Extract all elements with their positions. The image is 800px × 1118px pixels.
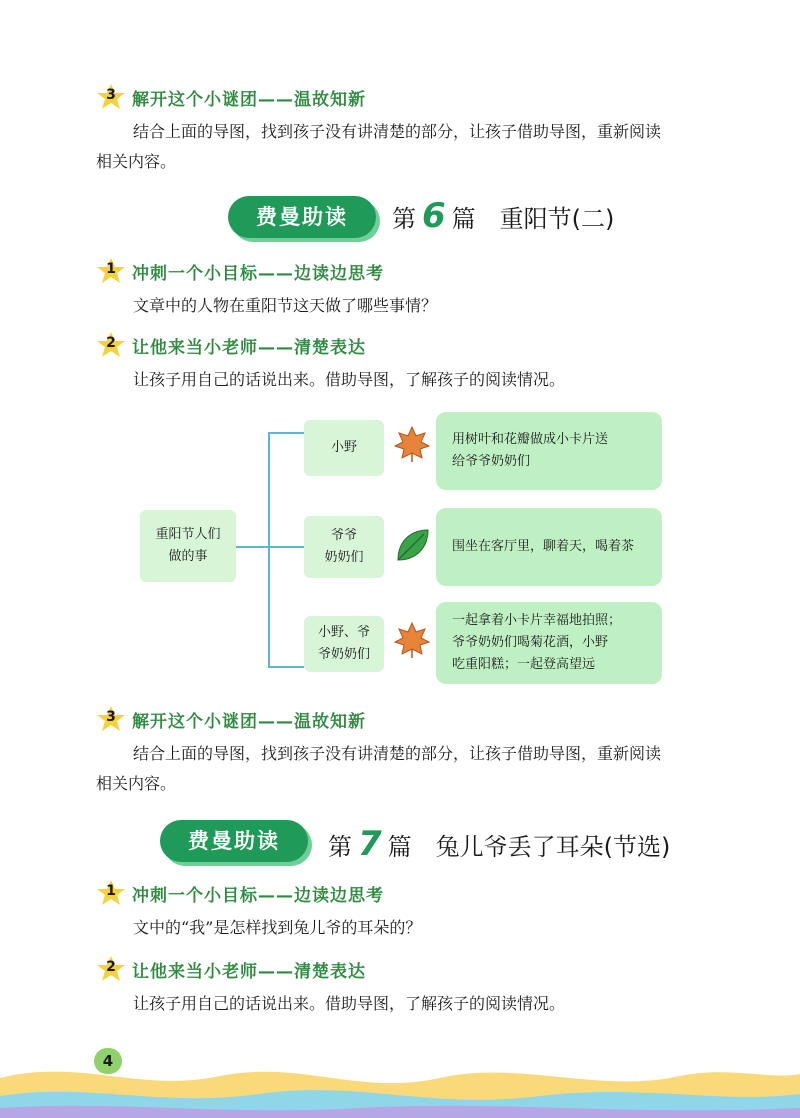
chapter-title: 第 6 篇 重阳节(二): [392, 196, 615, 236]
connector-line: [268, 432, 304, 434]
decorative-wave-footer: [0, 1038, 800, 1118]
step-title: 冲刺一个小目标——边读边思考: [132, 885, 384, 906]
mindmap-action-node: 一起拿着小卡片幸福地拍照； 爷爷奶奶们喝菊花酒，小野 吃重阳糕；一起登高望远: [436, 602, 662, 684]
paragraph: 让孩子用自己的话说出来。借助导图，了解孩子的阅读情况。: [133, 994, 566, 1013]
step-title: 解开这个小谜团——温故知新: [132, 89, 366, 110]
star-badge-icon: 3: [96, 83, 126, 111]
mindmap-action-node: 围坐在客厅里，聊着天，喝着茶: [436, 508, 662, 586]
step-title: 让他来当小老师——清楚表达: [132, 337, 366, 358]
mindmap-who-node: 小野: [304, 420, 384, 476]
connector-line: [268, 432, 270, 668]
page-number: 4: [94, 1048, 122, 1074]
chapter-6-banner: [228, 196, 648, 242]
connector-line: [236, 546, 268, 548]
paragraph: 结合上面的导图，找到孩子没有讲清楚的部分，让孩子借助导图，重新阅读: [133, 122, 662, 141]
maple-leaf-icon: [392, 424, 432, 464]
star-badge-icon: 2: [96, 331, 126, 359]
step-1-heading: [96, 880, 384, 906]
paragraph: 相关内容。: [96, 774, 177, 793]
paragraph: 文中的“我”是怎样找到兔儿爷的耳朵的？: [133, 918, 422, 937]
step-title: 让他来当小老师——清楚表达: [132, 961, 366, 982]
connector-line: [268, 546, 304, 548]
paragraph: 相关内容。: [96, 152, 177, 171]
feynman-badge: 费曼助读: [228, 196, 376, 238]
mindmap-root: 重阳节人们 做的事: [140, 510, 236, 582]
mindmap-who-node: 小野、爷 爷奶奶们: [304, 616, 384, 672]
feynman-badge: 费曼助读: [160, 820, 308, 862]
paragraph: 结合上面的导图，找到孩子没有讲清楚的部分，让孩子借助导图，重新阅读: [133, 744, 662, 763]
step-3-heading: [96, 706, 366, 732]
star-badge-icon: 2: [96, 955, 126, 983]
star-badge-icon: 1: [96, 879, 126, 907]
green-leaf-icon: [392, 526, 432, 566]
step-title: 解开这个小谜团——温故知新: [132, 711, 366, 732]
step-2-heading: [96, 956, 366, 982]
chapter-7-banner: [160, 820, 720, 866]
mindmap-action-node: 用树叶和花瓣做成小卡片送 给爷爷奶奶们: [436, 412, 662, 490]
maple-leaf-icon: [392, 620, 432, 660]
paragraph: 让孩子用自己的话说出来。借助导图，了解孩子的阅读情况。: [133, 370, 566, 389]
paragraph: 文章中的人物在重阳节这天做了哪些事情？: [133, 296, 438, 315]
step-title: 冲刺一个小目标——边读边思考: [132, 263, 384, 284]
mindmap-who-node: 爷爷 奶奶们: [304, 516, 384, 578]
step-1-heading: [96, 258, 384, 284]
star-badge-icon: 1: [96, 257, 126, 285]
chapter-title: 第 7 篇 兔儿爷丢了耳朵(节选): [328, 824, 671, 864]
step-3-heading: [96, 84, 366, 110]
step-2-heading: [96, 332, 366, 358]
star-badge-icon: 3: [96, 705, 126, 733]
connector-line: [268, 666, 304, 668]
